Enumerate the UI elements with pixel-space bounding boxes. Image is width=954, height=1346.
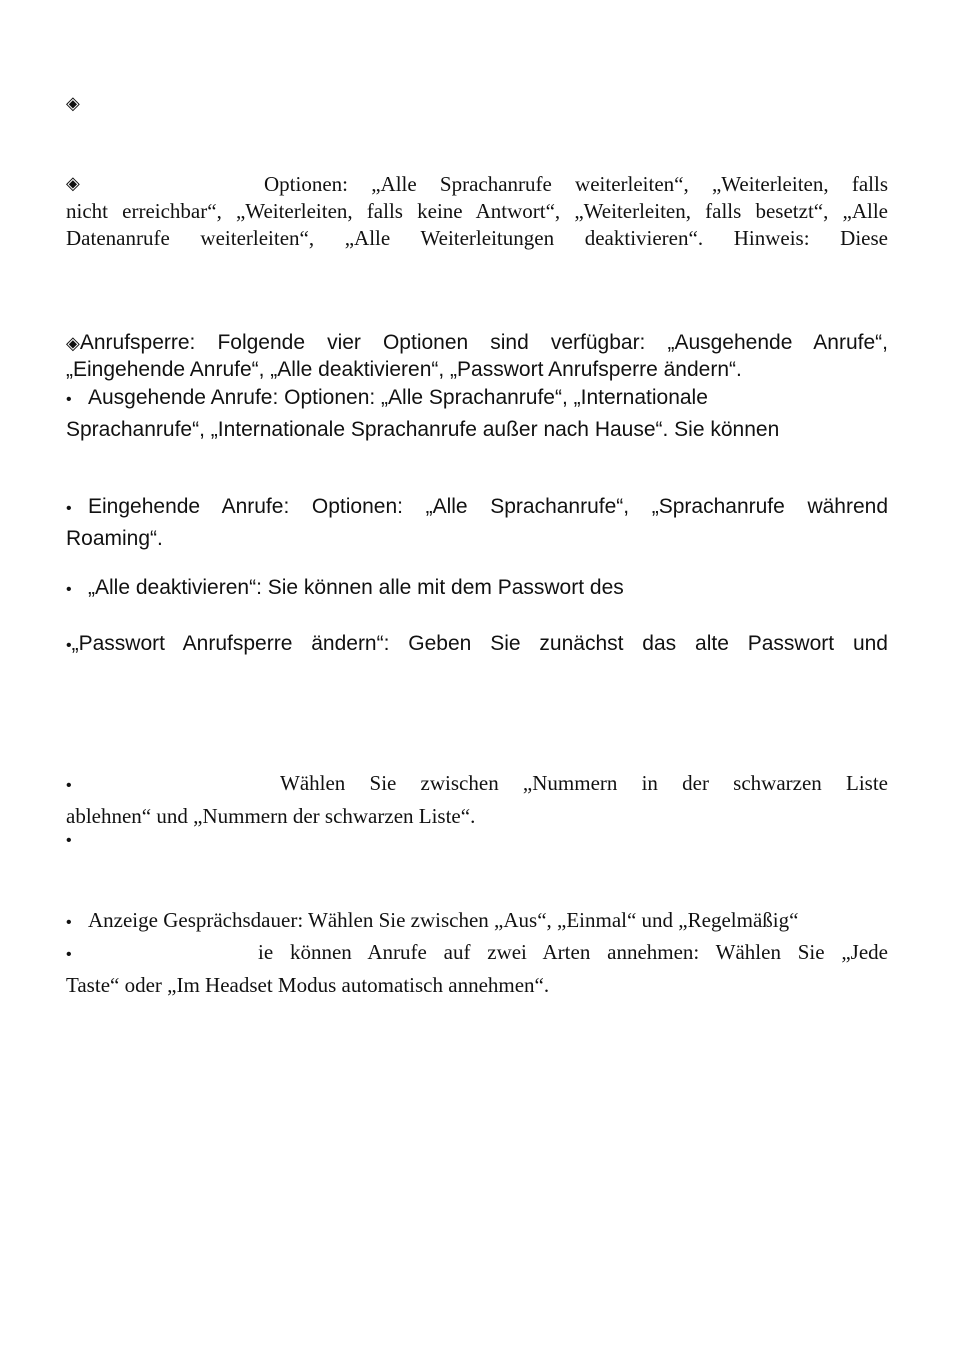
text-line bbox=[66, 768, 888, 801]
text-line: „Eingehende Anrufe“, „Alle deaktivieren“, „Passwort Anrufsperre ändern“. bbox=[66, 358, 742, 381]
paragraph-change-password bbox=[66, 631, 888, 659]
text-span: Ausgehende Anrufe: Optionen: „Alle Sprachanrufe“, „Internationale bbox=[88, 386, 708, 409]
paragraph-deactivate-all bbox=[66, 575, 888, 603]
text-span: ie können Anrufe auf zwei Arten annehmen: Wählen Sie „Jede bbox=[258, 940, 888, 964]
text-line bbox=[66, 492, 888, 524]
paragraph-empty-bullet bbox=[66, 826, 888, 854]
text-line: nicht erreichbar“, „Weiterleiten, falls keine Antwort“, „Weiterleiten, falls besetzt“, „Alle bbox=[66, 199, 888, 223]
bullet-icon: • bbox=[66, 637, 72, 654]
bullet-icon: • bbox=[66, 777, 72, 794]
paragraph-call-forwarding bbox=[66, 171, 888, 252]
diamond-bullet-icon: ◈ bbox=[66, 333, 80, 354]
bullet-icon: • bbox=[66, 391, 72, 408]
bullet-icon: • bbox=[66, 500, 72, 517]
text-line: Taste“ oder „Im Headset Modus automatisch annehmen“. bbox=[66, 973, 550, 997]
text-line: Roaming“. bbox=[66, 527, 163, 550]
text-line: Optionen: „Alle Sprachanrufe weiterleiten“, „Weiterleiten, falls bbox=[264, 172, 888, 196]
text-span: Wählen Sie zwischen „Nummern in der schwarzen Liste bbox=[280, 771, 888, 795]
bullet-icon: • bbox=[66, 832, 72, 849]
text-span: „Alle deaktivieren“: Sie können alle mit dem Passwort des bbox=[88, 576, 624, 599]
text-line bbox=[66, 383, 888, 415]
text-span: „Passwort Anrufsperre ändern“: Geben Sie zunächst das alte Passwort und bbox=[71, 632, 888, 655]
paragraph-blacklist bbox=[66, 768, 888, 831]
text-span: Anrufsperre: Folgende vier Optionen sind verfügbar: „Ausgehende Anrufe“, bbox=[79, 331, 888, 354]
paragraph-call-barring bbox=[66, 330, 888, 383]
text-line: ablehnen“ und „Nummern der schwarzen Liste“. bbox=[66, 804, 476, 828]
diamond-bullet-icon: ◈ bbox=[66, 173, 80, 194]
paragraph-answer-mode bbox=[66, 937, 888, 1000]
text-line: Datenanrufe weiterleiten“, „Alle Weiterleitungen deaktivieren“. Hinweis: Diese bbox=[66, 226, 888, 250]
text-span: Anzeige Gesprächsdauer: Wählen Sie zwischen „Aus“, „Einmal“ und „Regelmäßig“ bbox=[88, 908, 799, 932]
text-line bbox=[66, 937, 888, 970]
text-span: Eingehende Anrufe: Optionen: „Alle Sprachanrufe“, „Sprachanrufe während bbox=[88, 495, 888, 518]
paragraph-outgoing-calls bbox=[66, 383, 888, 445]
diamond-bullet-icon: ◈ bbox=[66, 93, 80, 114]
paragraph-incoming-calls bbox=[66, 492, 888, 554]
paragraph-call-duration bbox=[66, 907, 888, 936]
bullet-icon: • bbox=[66, 914, 72, 931]
bullet-icon: • bbox=[66, 581, 72, 598]
text-line: Sprachanrufe“, „Internationale Sprachanrufe außer nach Hause“. Sie können bbox=[66, 418, 780, 441]
bullet-icon: • bbox=[66, 946, 72, 963]
text-line bbox=[66, 330, 888, 357]
